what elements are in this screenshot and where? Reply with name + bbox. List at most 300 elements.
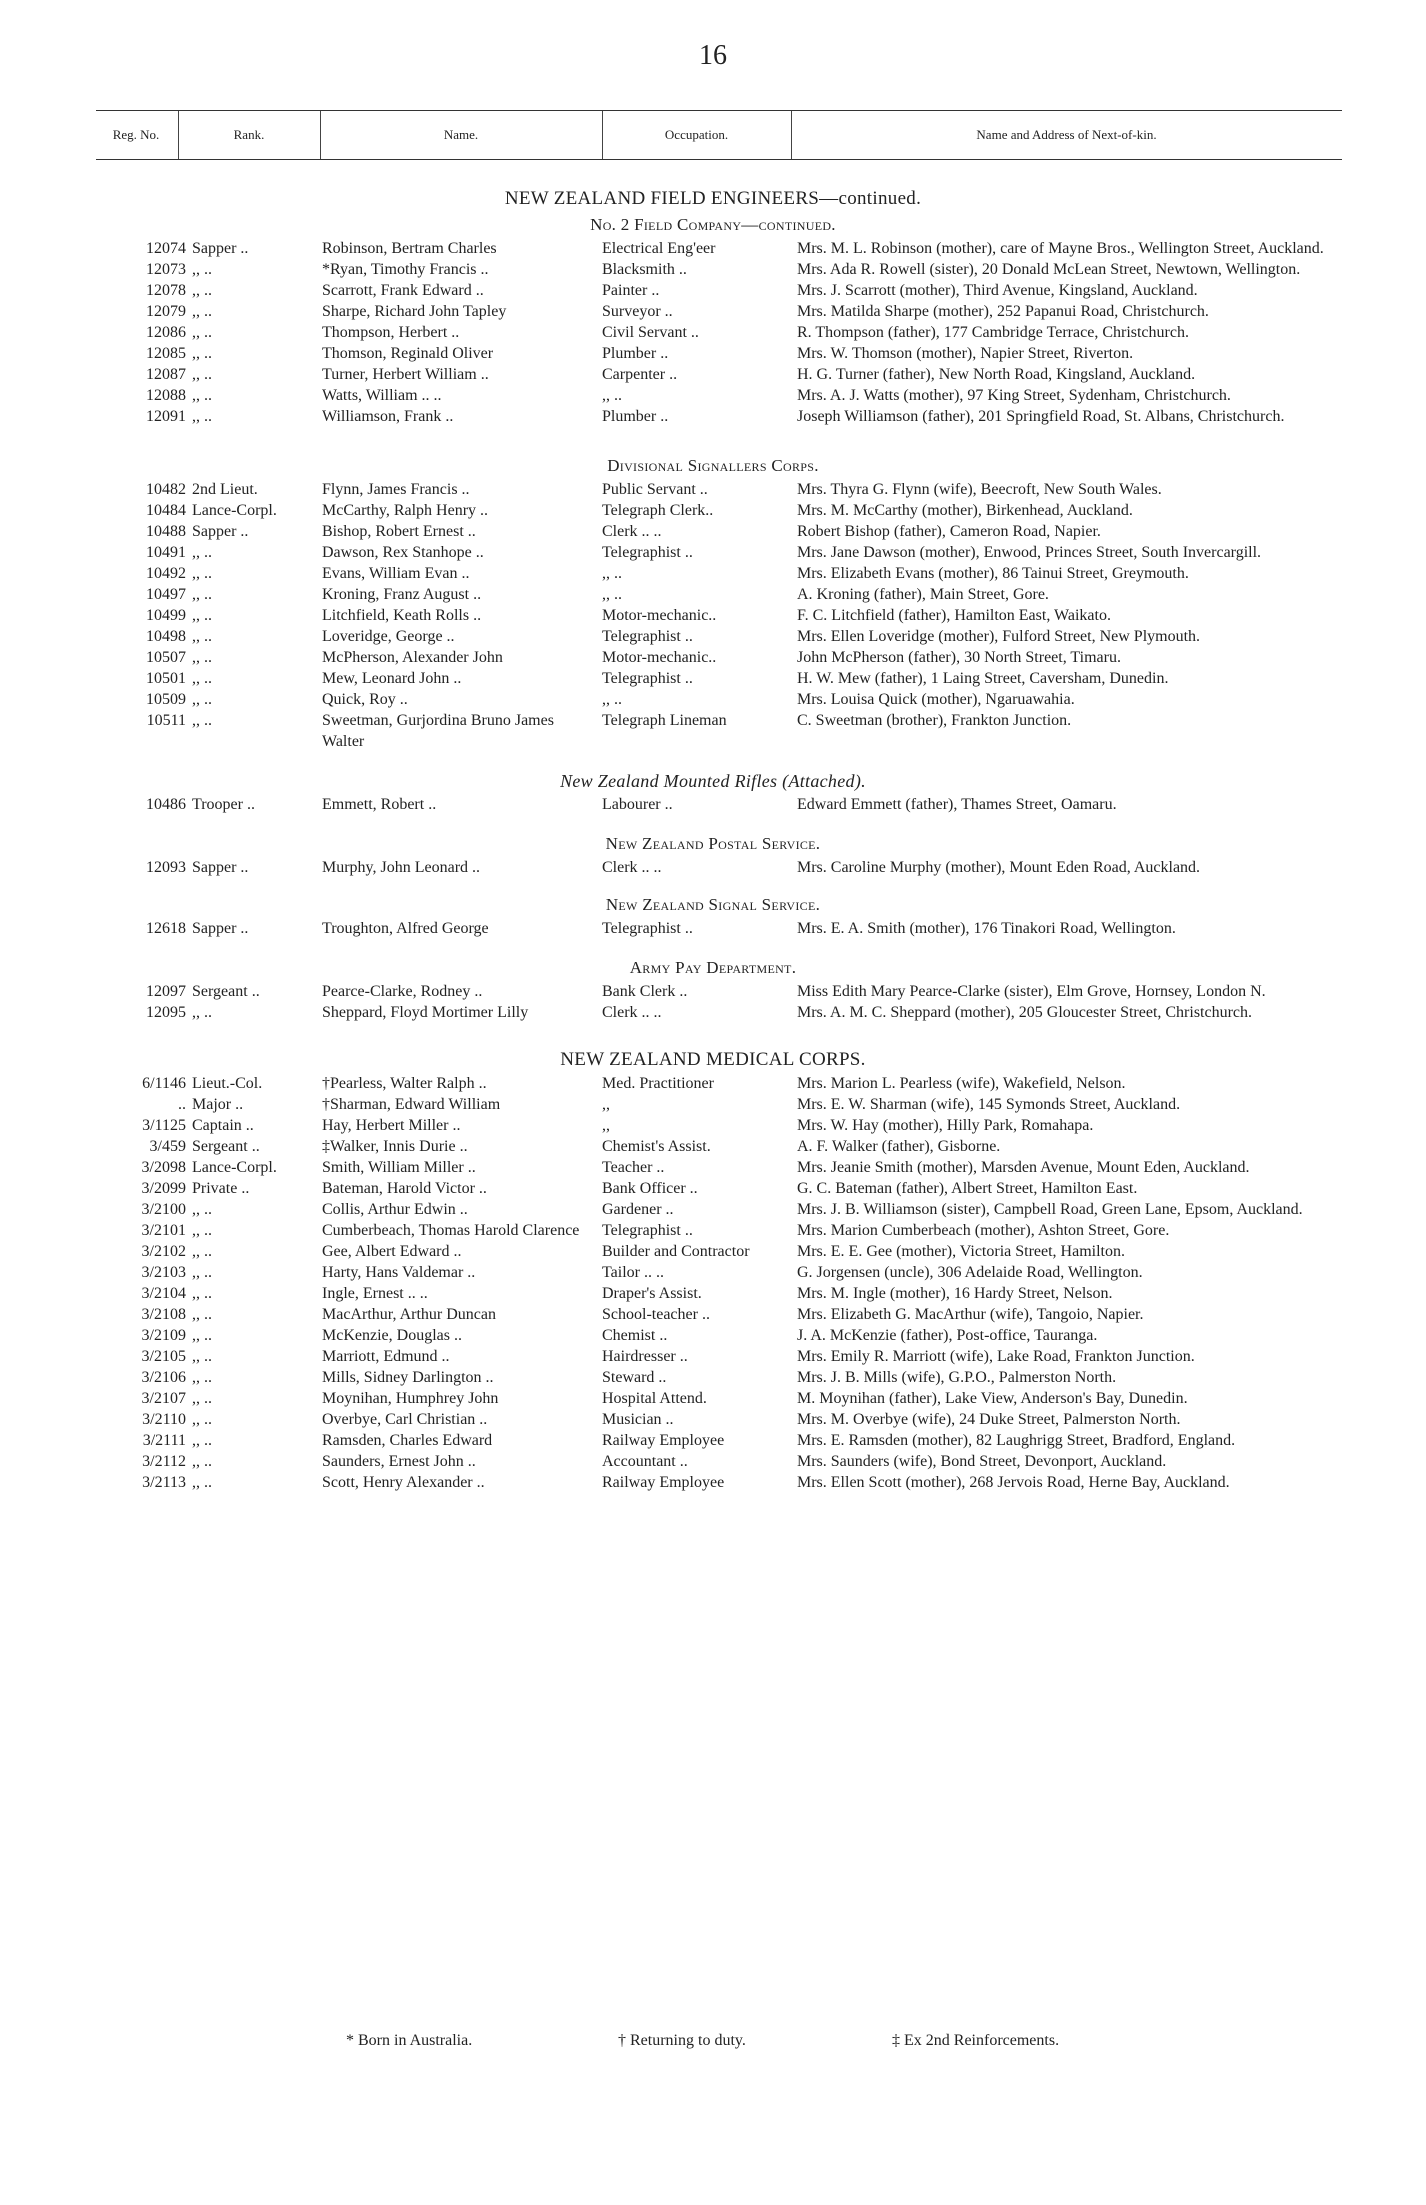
rank: ,, .. (192, 565, 212, 582)
rank: Sapper .. (192, 523, 249, 540)
soldier-name: Smith, William Miller .. (322, 1159, 476, 1176)
next-of-kin: John McPherson (father), 30 North Street, Timaru. (797, 649, 1121, 666)
roll-section (0, 955, 1426, 1023)
rank: Lieut.-Col. (192, 1075, 263, 1092)
next-of-kin: Mrs. W. Hay (mother), Hilly Park, Romahapa. (797, 1117, 1094, 1134)
rank: ,, .. (192, 324, 212, 341)
roll-entry-row (0, 479, 1426, 500)
roll-entry-row (0, 1346, 1426, 1367)
occupation: Labourer .. (602, 796, 673, 813)
next-of-kin: Edward Emmett (father), Thames Street, Oamaru. (797, 796, 1117, 813)
rank: Sapper .. (192, 920, 249, 937)
soldier-name: Thompson, Herbert .. (322, 324, 460, 341)
soldier-name: ‡Walker, Innis Durie .. (322, 1138, 468, 1155)
reg-number: 3/2112 (142, 1453, 186, 1470)
next-of-kin: M. Moynihan (father), Lake View, Anderson's Bay, Dunedin. (797, 1390, 1188, 1407)
roll-entry-row (0, 542, 1426, 563)
roll-entry-row (0, 406, 1426, 427)
next-of-kin: Mrs. Ada R. Rowell (sister), 20 Donald McLean Street, Newtown, Wellington. (797, 261, 1301, 278)
occupation: Plumber .. (602, 408, 669, 425)
occupation: Musician .. (602, 1411, 674, 1428)
next-of-kin: Mrs. W. Thomson (mother), Napier Street, Riverton. (797, 345, 1134, 362)
next-of-kin: H. W. Mew (father), 1 Laing Street, Caversham, Dunedin. (797, 670, 1169, 687)
next-of-kin: Mrs. E. Ramsden (mother), 82 Laughrigg Street, Bradford, England. (797, 1432, 1236, 1449)
page-number: 16 (699, 40, 727, 71)
reg-number: 3/2107 (141, 1390, 186, 1407)
rank: ,, .. (192, 1285, 212, 1302)
reg-number: 3/2106 (141, 1369, 186, 1386)
occupation: Civil Servant .. (602, 324, 699, 341)
soldier-name: Bateman, Harold Victor .. (322, 1180, 487, 1197)
roll-entry-row (0, 1262, 1426, 1283)
roll-entry-row (0, 1115, 1426, 1136)
reg-number: 6/1146 (142, 1075, 186, 1092)
soldier-name: Robinson, Bertram Charles (322, 240, 497, 257)
soldier-name: Quick, Roy .. (322, 691, 408, 708)
section-heading: Army Pay Department. (629, 958, 797, 977)
next-of-kin: Mrs. Saunders (wife), Bond Street, Devonport, Auckland. (797, 1453, 1167, 1470)
soldier-name: Scott, Henry Alexander .. (322, 1474, 485, 1491)
reg-number: 10501 (146, 670, 186, 687)
soldier-name: Hay, Herbert Miller .. (322, 1117, 461, 1134)
reg-number: 10486 (146, 796, 186, 813)
soldier-name: Gee, Albert Edward .. (322, 1243, 462, 1260)
reg-number: 12086 (146, 324, 186, 341)
next-of-kin: Mrs. A. M. C. Sheppard (mother), 205 Gloucester Street, Christchurch. (797, 1004, 1253, 1021)
footnote-ex-2nd-reinforcements: ‡ Ex 2nd Reinforcements. (892, 2032, 1060, 2049)
roll-entry-row (0, 500, 1426, 521)
soldier-name: McKenzie, Douglas .. (322, 1327, 462, 1344)
rank: ,, .. (192, 544, 212, 561)
soldier-name: Marriott, Edmund .. (322, 1348, 450, 1365)
soldier-name: Sweetman, Gurjordina Bruno James Walter (322, 712, 554, 750)
rank: 2nd Lieut. (192, 481, 258, 498)
occupation: Telegraphist .. (602, 544, 693, 561)
roll-entry-row (0, 981, 1426, 1002)
occupation: Bank Clerk .. (602, 983, 688, 1000)
rank: Sergeant .. (192, 983, 260, 1000)
reg-number: 3/459 (149, 1138, 186, 1155)
reg-number: 3/2098 (141, 1159, 186, 1176)
reg-number: 3/2108 (141, 1306, 186, 1323)
occupation: ,, .. (602, 691, 622, 708)
roll-section (0, 186, 1426, 427)
next-of-kin: Mrs. E. E. Gee (mother), Victoria Street, Hamilton. (797, 1243, 1125, 1260)
roll-entry-row (0, 1472, 1426, 1493)
roll-entry-row (0, 1304, 1426, 1325)
soldier-name: Mew, Leonard John .. (322, 670, 462, 687)
next-of-kin: Mrs. J. B. Mills (wife), G.P.O., Palmerston North. (797, 1369, 1117, 1386)
occupation: Draper's Assist. (602, 1285, 702, 1302)
soldier-name: Saunders, Ernest John .. (322, 1453, 476, 1470)
occupation: Accountant .. (602, 1453, 688, 1470)
occupation: ,, (602, 1096, 610, 1113)
rank: Private .. (192, 1180, 250, 1197)
roll-entry-row (0, 385, 1426, 406)
occupation: Motor-mechanic.. (602, 607, 717, 624)
reg-number: 12095 (146, 1004, 186, 1021)
reg-number: .. (178, 1096, 186, 1113)
occupation: Blacksmith .. (602, 261, 687, 278)
roll-entry-row (0, 605, 1426, 626)
reg-number: 3/1125 (142, 1117, 186, 1134)
roll-entry-row (0, 794, 1426, 815)
occupation: Railway Employee (602, 1474, 725, 1491)
soldier-name: McPherson, Alexander John (322, 649, 503, 666)
occupation: ,, .. (602, 586, 622, 603)
next-of-kin: Mrs. Caroline Murphy (mother), Mount Eden Road, Auckland. (797, 859, 1201, 876)
occupation: ,, .. (602, 565, 622, 582)
soldier-name: Bishop, Robert Ernest .. (322, 523, 476, 540)
soldier-name: Moynihan, Humphrey John (322, 1390, 499, 1407)
footnote-born-in-australia: * Born in Australia. (346, 2032, 473, 2049)
next-of-kin: Joseph Williamson (father), 201 Springfield Road, St. Albans, Christchurch. (797, 408, 1285, 425)
occupation: Clerk .. .. (602, 859, 662, 876)
reg-number: 12091 (146, 408, 186, 425)
rank: Sapper .. (192, 859, 249, 876)
roll-entry-row (0, 1178, 1426, 1199)
soldier-name: Evans, William Evan .. (322, 565, 470, 582)
reg-number: 10497 (146, 586, 186, 603)
next-of-kin: G. C. Bateman (father), Albert Street, Hamilton East. (797, 1180, 1138, 1197)
next-of-kin: Mrs. M. McCarthy (mother), Birkenhead, Auckland. (797, 502, 1133, 519)
soldier-name: Litchfield, Keath Rolls .. (322, 607, 482, 624)
roll-entry-row (0, 584, 1426, 605)
occupation: Chemist's Assist. (602, 1138, 711, 1155)
reg-number: 10507 (146, 649, 186, 666)
next-of-kin: Mrs. Emily R. Marriott (wife), Lake Road, Frankton Junction. (797, 1348, 1195, 1365)
roll-entry-row (0, 1367, 1426, 1388)
soldier-name: Williamson, Frank .. (322, 408, 454, 425)
occupation: Clerk .. .. (602, 1004, 662, 1021)
reg-number: 12097 (146, 983, 186, 1000)
next-of-kin: J. A. McKenzie (father), Post-office, Tauranga. (797, 1327, 1098, 1344)
next-of-kin: Mrs. J. Scarrott (mother), Third Avenue, Kingsland, Auckland. (797, 282, 1198, 299)
rank: ,, .. (192, 1369, 212, 1386)
rank: ,, .. (192, 408, 212, 425)
soldier-name: *Ryan, Timothy Francis .. (322, 261, 489, 278)
next-of-kin: Mrs. M. Ingle (mother), 16 Hardy Street, Nelson. (797, 1285, 1113, 1302)
occupation: Teacher .. (602, 1159, 665, 1176)
rank: ,, .. (192, 1390, 212, 1407)
reg-number: 3/2103 (141, 1264, 186, 1281)
next-of-kin: Mrs. Marion Cumberbeach (mother), Ashton Street, Gore. (797, 1222, 1170, 1239)
occupation: Clerk .. .. (602, 523, 662, 540)
roll-entry-row (0, 1409, 1426, 1430)
occupation: Telegraphist .. (602, 670, 693, 687)
occupation: Painter .. (602, 282, 660, 299)
roll-section (0, 768, 1426, 815)
next-of-kin: Mrs. M. L. Robinson (mother), care of Mayne Bros., Wellington Street, Auckland. (797, 240, 1324, 257)
rank: ,, .. (192, 282, 212, 299)
occupation: Builder and Contractor (602, 1243, 750, 1260)
soldier-name: Sheppard, Floyd Mortimer Lilly (322, 1004, 529, 1021)
roll-entry-row (0, 1094, 1426, 1115)
rank: ,, .. (192, 1201, 212, 1218)
rank: ,, .. (192, 1004, 212, 1021)
next-of-kin: F. C. Litchfield (father), Hamilton East, Waikato. (797, 607, 1111, 624)
roll-entry-row (0, 563, 1426, 584)
occupation: Telegraphist .. (602, 628, 693, 645)
roll-section (0, 892, 1426, 939)
occupation: Railway Employee (602, 1432, 725, 1449)
next-of-kin: Mrs. Ellen Scott (mother), 268 Jervois Road, Herne Bay, Auckland. (797, 1474, 1230, 1491)
section-heading: Divisional Signallers Corps. (607, 456, 819, 475)
roll-entry-row (0, 1325, 1426, 1346)
roll-entry-row (0, 322, 1426, 343)
reg-number: 12074 (146, 240, 186, 257)
roll-entry-row (0, 689, 1426, 710)
roll-entry-row (0, 1241, 1426, 1262)
next-of-kin: Mrs. J. B. Williamson (sister), Campbell Road, Green Lane, Epsom, Auckland. (797, 1201, 1303, 1218)
soldier-name: Harty, Hans Valdemar .. (322, 1264, 476, 1281)
rank: ,, .. (192, 345, 212, 362)
column-header-next-of-kin: Name and Address of Next-of-kin. (976, 127, 1157, 142)
roll-entry-row (0, 710, 1426, 752)
reg-number: 3/2110 (142, 1411, 186, 1428)
section-heading: New Zealand Postal Service. (605, 834, 821, 853)
roll-entry-row (0, 1136, 1426, 1157)
rank: ,, .. (192, 1222, 212, 1239)
roll-entry-row (0, 626, 1426, 647)
soldier-name: Dawson, Rex Stanhope .. (322, 544, 484, 561)
rank: ,, .. (192, 1411, 212, 1428)
soldier-name: Thomson, Reginald Oliver (322, 345, 494, 362)
reg-number: 3/2102 (141, 1243, 186, 1260)
rank: ,, .. (192, 691, 212, 708)
roll-entry-row (0, 1451, 1426, 1472)
next-of-kin: Mrs. Matilda Sharpe (mother), 252 Papanui Road, Christchurch. (797, 303, 1209, 320)
soldier-name: Emmett, Robert .. (322, 796, 437, 813)
rank: ,, .. (192, 1453, 212, 1470)
rank: ,, .. (192, 1243, 212, 1260)
soldier-name: Troughton, Alfred George (322, 920, 489, 937)
occupation: ,, (602, 1117, 610, 1134)
next-of-kin: Robert Bishop (father), Cameron Road, Napier. (797, 523, 1101, 540)
reg-number: 10509 (146, 691, 186, 708)
section-heading: New Zealand Mounted Rifles (Attached). (560, 771, 866, 791)
reg-number: 3/2101 (141, 1222, 186, 1239)
roll-entry-row (0, 343, 1426, 364)
occupation: Med. Practitioner (602, 1075, 714, 1092)
soldier-name: Scarrott, Frank Edward .. (322, 282, 484, 299)
section-heading: NEW ZEALAND FIELD ENGINEERS—continued. (504, 188, 922, 209)
roll-entry-row (0, 918, 1426, 939)
reg-number: 3/2104 (141, 1285, 186, 1302)
rank: ,, .. (192, 649, 212, 666)
rank: ,, .. (192, 1474, 212, 1491)
rank: ,, .. (192, 303, 212, 320)
next-of-kin: R. Thompson (father), 177 Cambridge Terrace, Christchurch. (797, 324, 1189, 341)
rank: Sapper .. (192, 240, 249, 257)
occupation: Public Servant .. (602, 481, 708, 498)
roll-section (0, 453, 1426, 752)
next-of-kin: Mrs. Ellen Loveridge (mother), Fulford Street, New Plymouth. (797, 628, 1201, 645)
reg-number: 12618 (146, 920, 186, 937)
roll-entry-row (0, 1430, 1426, 1451)
occupation: Telegraph Clerk.. (602, 502, 714, 519)
column-header-name: Name. (443, 127, 479, 142)
reg-number: 10491 (146, 544, 186, 561)
roll-entry-row (0, 301, 1426, 322)
reg-number: 10492 (146, 565, 186, 582)
reg-number: 3/2109 (141, 1327, 186, 1344)
soldier-name: Kroning, Franz August .. (322, 586, 482, 603)
roll-entry-row (0, 1073, 1426, 1094)
occupation: Plumber .. (602, 345, 669, 362)
reg-number: 12085 (146, 345, 186, 362)
roll-section (0, 831, 1426, 878)
soldier-name: Sharpe, Richard John Tapley (322, 303, 507, 320)
rank: Lance-Corpl. (192, 1159, 277, 1176)
roll-entry-row (0, 1199, 1426, 1220)
reg-number: 12079 (146, 303, 186, 320)
next-of-kin: Mrs. Marion L. Pearless (wife), Wakefield, Nelson. (797, 1075, 1126, 1092)
rank: Major .. (192, 1096, 244, 1113)
next-of-kin: Mrs. M. Overbye (wife), 24 Duke Street, Palmerston North. (797, 1411, 1181, 1428)
soldier-name: Pearce-Clarke, Rodney .. (322, 983, 483, 1000)
occupation: Hospital Attend. (602, 1390, 707, 1407)
roll-entry-row (0, 280, 1426, 301)
next-of-kin: Mrs. E. W. Sharman (wife), 145 Symonds Street, Auckland. (797, 1096, 1181, 1113)
roll-entry-row (0, 1388, 1426, 1409)
next-of-kin: H. G. Turner (father), New North Road, Kingsland, Auckland. (797, 366, 1196, 383)
occupation: Chemist .. (602, 1327, 668, 1344)
reg-number: 3/2105 (141, 1348, 186, 1365)
reg-number: 3/2099 (141, 1180, 186, 1197)
roll-entry-row (0, 647, 1426, 668)
occupation: Hairdresser .. (602, 1348, 688, 1365)
next-of-kin: Mrs. Thyra G. Flynn (wife), Beecroft, New South Wales. (797, 481, 1162, 498)
occupation: Bank Officer .. (602, 1180, 698, 1197)
reg-number: 3/2100 (141, 1201, 186, 1218)
roll-section (0, 1047, 1426, 1493)
roll-entry-row (0, 668, 1426, 689)
section-subheading: No. 2 Field Company—continued. (590, 215, 836, 234)
roll-entry-row (0, 364, 1426, 385)
column-header-rank: Rank. (233, 127, 265, 142)
occupation: Electrical Eng'eer (602, 240, 716, 257)
soldier-name: Mills, Sidney Darlington .. (322, 1369, 494, 1386)
soldier-name: Murphy, John Leonard .. (322, 859, 481, 876)
column-header-occupation: Occupation. (664, 127, 729, 142)
rank: ,, .. (192, 1306, 212, 1323)
occupation: School-teacher .. (602, 1306, 710, 1323)
occupation: Tailor .. .. (602, 1264, 664, 1281)
soldier-name: MacArthur, Arthur Duncan (322, 1306, 496, 1323)
roll-entry-row (0, 238, 1426, 259)
reg-number: 12087 (146, 366, 186, 383)
rank: ,, .. (192, 261, 212, 278)
soldier-name: McCarthy, Ralph Henry .. (322, 502, 489, 519)
rank: ,, .. (192, 387, 212, 404)
column-header-row (96, 110, 1342, 160)
soldier-name: Ingle, Ernest .. .. (322, 1285, 428, 1302)
column-header-reg: Reg. No. (112, 127, 160, 142)
next-of-kin: C. Sweetman (brother), Frankton Junction. (797, 712, 1072, 729)
rank: ,, .. (192, 1348, 212, 1365)
section-heading: New Zealand Signal Service. (605, 895, 821, 914)
occupation: Telegraph Lineman (602, 712, 727, 729)
roll-entry-row (0, 1283, 1426, 1304)
reg-number: 10484 (146, 502, 186, 519)
roll-entry-row (0, 1157, 1426, 1178)
reg-number: 3/2111 (142, 1432, 186, 1449)
rank: ,, .. (192, 1432, 212, 1449)
soldier-name: Loveridge, George .. (322, 628, 455, 645)
occupation: Gardener .. (602, 1201, 674, 1218)
occupation: ,, .. (602, 387, 622, 404)
next-of-kin: Mrs. Jane Dawson (mother), Enwood, Princes Street, South Invercargill. (797, 544, 1262, 561)
rank: Sergeant .. (192, 1138, 260, 1155)
soldier-name: †Sharman, Edward William (322, 1096, 501, 1113)
rank: ,, .. (192, 1327, 212, 1344)
rank: ,, .. (192, 366, 212, 383)
soldier-name: †Pearless, Walter Ralph .. (322, 1075, 487, 1092)
next-of-kin: Mrs. E. A. Smith (mother), 176 Tinakori Road, Wellington. (797, 920, 1176, 937)
rank: ,, .. (192, 712, 212, 729)
occupation: Carpenter .. (602, 366, 678, 383)
reg-number: 12073 (146, 261, 186, 278)
soldier-name: Watts, William .. .. (322, 387, 442, 404)
reg-number: 3/2113 (142, 1474, 186, 1491)
rank: ,, .. (192, 607, 212, 624)
reg-number: 10511 (146, 712, 186, 729)
section-heading: NEW ZEALAND MEDICAL CORPS. (560, 1049, 866, 1070)
soldier-name: Turner, Herbert William .. (322, 366, 489, 383)
reg-number: 12078 (146, 282, 186, 299)
next-of-kin: A. Kroning (father), Main Street, Gore. (797, 586, 1049, 603)
next-of-kin: G. Jorgensen (uncle), 306 Adelaide Road, Wellington. (797, 1264, 1143, 1281)
roll-entry-row (0, 521, 1426, 542)
occupation: Telegraphist .. (602, 920, 693, 937)
footnote-returning-to-duty: † Returning to duty. (618, 2032, 746, 2049)
reg-number: 10499 (146, 607, 186, 624)
soldier-name: Cumberbeach, Thomas Harold Clarence (322, 1222, 580, 1239)
rank: ,, .. (192, 1264, 212, 1281)
next-of-kin: Mrs. Elizabeth Evans (mother), 86 Tainui Street, Greymouth. (797, 565, 1189, 582)
next-of-kin: Mrs. Elizabeth G. MacArthur (wife), Tangoio, Napier. (797, 1306, 1144, 1323)
roll-entry-row (0, 259, 1426, 280)
soldier-name: Overbye, Carl Christian .. (322, 1411, 488, 1428)
rank: Trooper .. (192, 796, 255, 813)
rank: Captain .. (192, 1117, 254, 1134)
roll-entry-row (0, 1220, 1426, 1241)
next-of-kin: Mrs. A. J. Watts (mother), 97 King Street, Sydenham, Christchurch. (797, 387, 1231, 404)
soldier-name: Collis, Arthur Edwin .. (322, 1201, 468, 1218)
roll-entry-row (0, 1002, 1426, 1023)
next-of-kin: A. F. Walker (father), Gisborne. (797, 1138, 1001, 1155)
soldier-name: Ramsden, Charles Edward (322, 1432, 493, 1449)
rank: ,, .. (192, 586, 212, 603)
soldier-name: Flynn, James Francis .. (322, 481, 470, 498)
rank: ,, .. (192, 670, 212, 687)
roll-content (0, 170, 1426, 1493)
occupation: Telegraphist .. (602, 1222, 693, 1239)
occupation: Steward .. (602, 1369, 667, 1386)
occupation: Surveyor .. (602, 303, 673, 320)
rank: ,, .. (192, 628, 212, 645)
reg-number: 10482 (146, 481, 186, 498)
reg-number: 12088 (146, 387, 186, 404)
reg-number: 12093 (146, 859, 186, 876)
reg-number: 10488 (146, 523, 186, 540)
next-of-kin: Miss Edith Mary Pearce-Clarke (sister), Elm Grove, Hornsey, London N. (797, 983, 1266, 1000)
rank: Lance-Corpl. (192, 502, 277, 519)
next-of-kin: Mrs. Louisa Quick (mother), Ngaruawahia. (797, 691, 1075, 708)
roll-entry-row (0, 857, 1426, 878)
reg-number: 10498 (146, 628, 186, 645)
